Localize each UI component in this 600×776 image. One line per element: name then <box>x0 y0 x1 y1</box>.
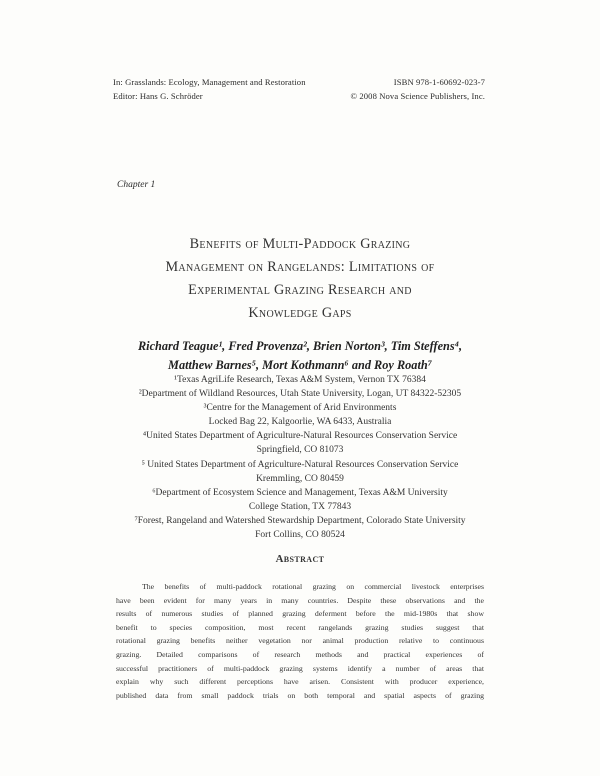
abstract-line: results of numerous studies of planned grazing deferment before the mid-1980s that show <box>116 609 484 619</box>
title-line: Benefits of Multi-Paddock Grazing <box>189 236 411 252</box>
affiliations <box>60 373 540 542</box>
affiliation-line: Locked Bag 22, Kalgoorlie, WA 6433, Australia <box>208 417 392 428</box>
author-line: Matthew Barnes⁵, Mort Kothmann⁶ and Roy Roath⁷ <box>168 358 432 372</box>
abstract-line: explain why such different perceptions have arisen. Consistent with producer experience, <box>116 677 484 687</box>
book-title: In: Grasslands: Ecology, Management and Restoration <box>113 77 306 87</box>
running-header-top <box>113 77 485 87</box>
affiliation-line: ⁷Forest, Rangeland and Watershed Stewardship Department, Colorado State University <box>134 515 466 526</box>
running-header-bottom <box>113 91 485 101</box>
abstract-line: have been evident for many years in many countries. Despite these observations and the <box>116 595 484 605</box>
abstract-heading: Abstract <box>275 553 325 565</box>
title-line: Knowledge Gaps <box>248 305 352 321</box>
affiliation-line: Kremmling, CO 80459 <box>256 473 344 484</box>
chapter-title <box>100 233 500 325</box>
editor: Editor: Hans G. Schröder <box>113 91 203 101</box>
affiliation-line: ⁴United States Department of Agriculture-Natural Resources Conservation Service <box>142 431 458 442</box>
affiliation-line: College Station, TX 77843 <box>248 501 352 512</box>
author-list <box>100 337 500 375</box>
affiliation-line: ¹Texas AgriLife Research, Texas A&M System, Vernon TX 76384 <box>174 375 426 385</box>
title-line: Management on Rangelands: Limitations of <box>165 259 435 275</box>
affiliation-line: ⁶Department of Ecosystem Science and Management, Texas A&M University <box>152 487 448 498</box>
abstract-line: successful practitioners of multi-paddock grazing systems identify a number of areas that <box>116 663 484 673</box>
abstract-line: grazing. Detailed comparisons of research methods and practical experiences of <box>116 649 484 659</box>
affiliation-line: Springfield, CO 81073 <box>256 445 344 456</box>
isbn: ISBN 978-1-60692-023-7 <box>393 77 485 87</box>
abstract-line: published data from small paddock trials on both temporal and spatial aspects of grazing <box>116 690 484 700</box>
chapter-label: Chapter 1 <box>117 180 156 190</box>
affiliation-line: Fort Collins, CO 80524 <box>255 530 345 541</box>
abstract-line: The benefits of multi-paddock rotational grazing on commercial livestock enterprises <box>142 582 484 591</box>
title-line: Experimental Grazing Research and <box>188 282 412 298</box>
author-line: Richard Teague¹, Fred Provenza², Brien Norton³, Tim Steffens⁴, <box>137 339 463 353</box>
affiliation-line: ³Centre for the Management of Arid Environments <box>203 403 397 414</box>
copyright: © 2008 Nova Science Publishers, Inc. <box>350 91 485 101</box>
abstract-line: rotational grazing benefits neither vegetation nor animal production relative to continuous <box>116 636 484 646</box>
affiliation-line: ²Department of Wildland Resources, Utah State University, Logan, UT 84322-52305 <box>138 389 462 400</box>
affiliation-line: ⁵ United States Department of Agriculture-Natural Resources Conservation Service <box>141 459 459 470</box>
abstract-body <box>116 580 484 702</box>
abstract-line: benefit to species composition, most recent rangelands grazing studies suggest that <box>116 622 484 632</box>
